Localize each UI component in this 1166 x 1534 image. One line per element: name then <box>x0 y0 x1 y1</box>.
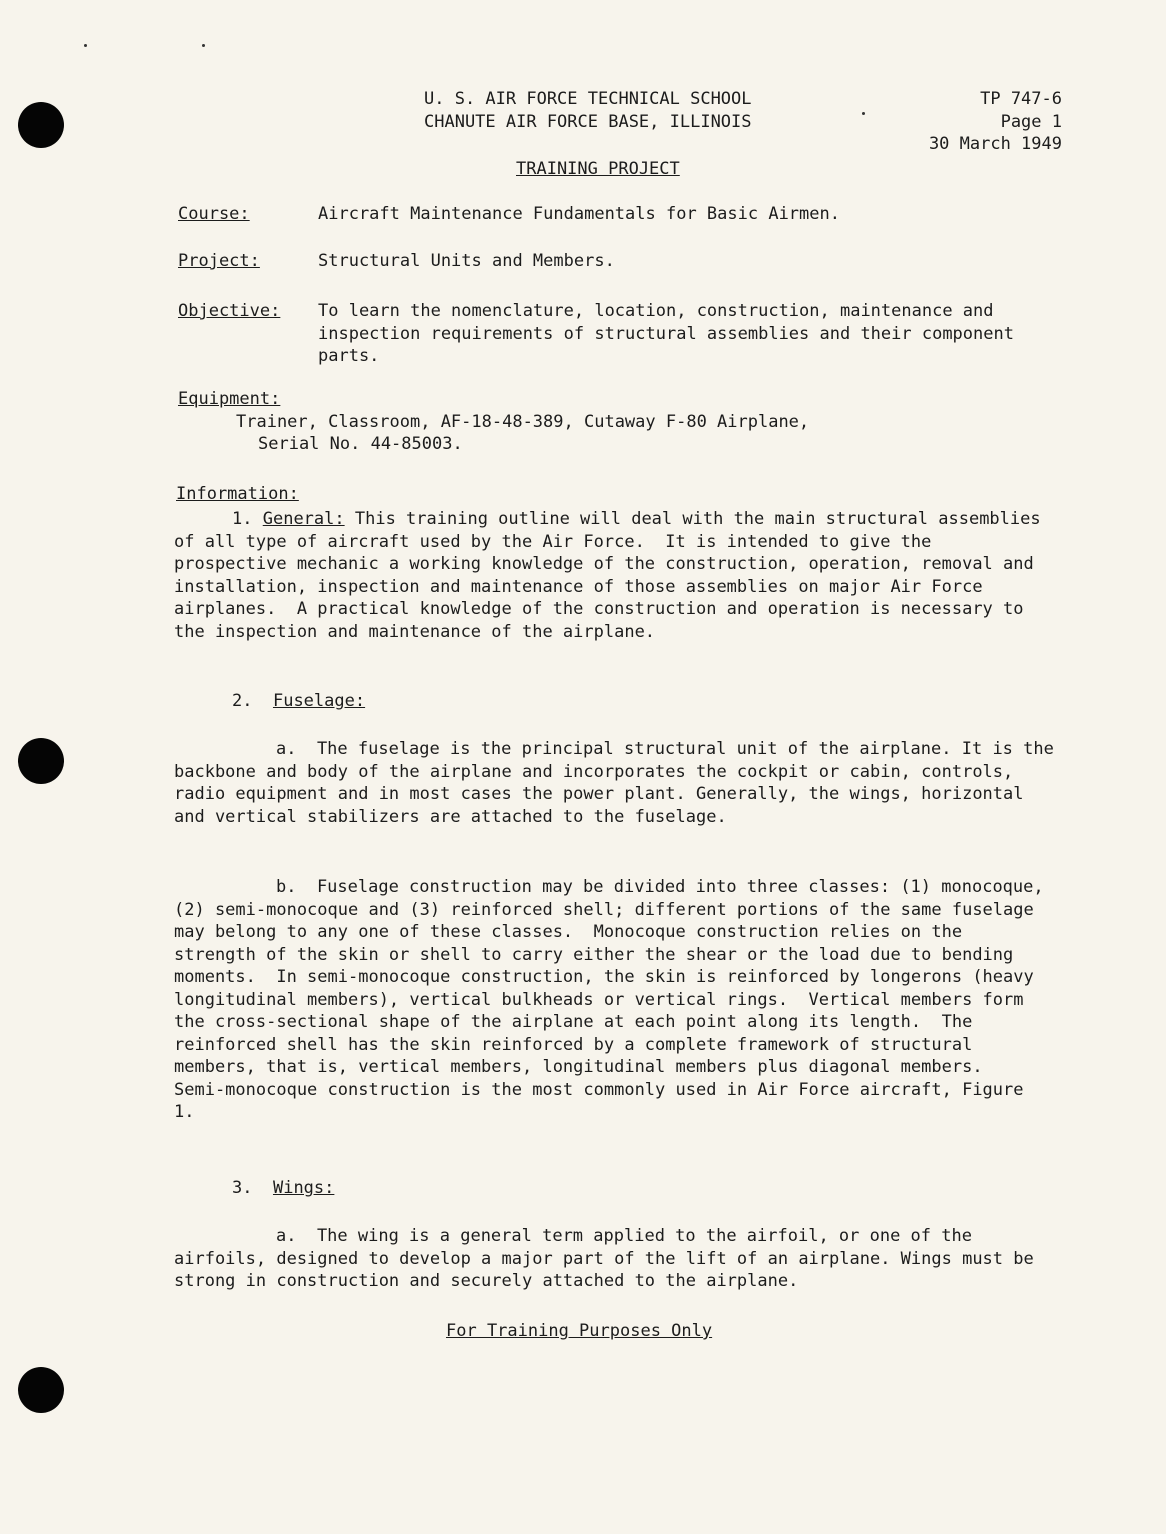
section-title: Fuselage: <box>272 691 366 711</box>
document-date: 30 March 1949 <box>928 134 1062 154</box>
page-number: Page 1 <box>1000 111 1062 132</box>
project-value: Structural Units and Members. <box>318 251 615 271</box>
project-label: Project: <box>178 251 260 271</box>
section-number: 3. <box>232 1178 253 1198</box>
objective-value: To learn the nomenclature, location, construction, maintenance and inspection requirements of structural assemblies and their component parts. <box>318 301 1014 366</box>
document-number: TP 747-6 <box>980 89 1062 109</box>
section-number: 1. <box>232 509 253 529</box>
document-reference <box>910 88 1062 156</box>
school-name: U. S. AIR FORCE TECHNICAL SCHOOL <box>424 89 752 109</box>
paper-speck <box>202 44 205 47</box>
document-title: TRAINING PROJECT <box>516 159 680 179</box>
objective-label: Objective: <box>178 301 281 321</box>
section-title: Wings: <box>272 1178 335 1198</box>
information-heading: Information: <box>176 484 299 504</box>
fuselage-paragraph-a: a. The fuselage is the principal structural unit of the airplane. It is the backbone and body of the airplane and incorporates the cockpit or cabin, controls, radio equipment and in most cases the power plant. Generally, the wings, horizontal and vertical stabilizers are attached to the fuselage. <box>174 739 1065 827</box>
course-label: Course: <box>178 204 250 224</box>
school-location: CHANUTE AIR FORCE BASE, ILLINOIS <box>424 111 752 132</box>
binder-hole <box>18 102 64 148</box>
equipment-line: Serial No. 44-85003. <box>258 434 463 454</box>
paper-speck <box>84 44 87 47</box>
section-number: 2. <box>232 691 253 711</box>
binder-hole <box>18 1367 64 1413</box>
footer-note: For Training Purposes Only <box>446 1321 713 1341</box>
fuselage-paragraph-b: b. Fuselage construction may be divided into three classes: (1) monocoque, (2) semi-monocoque and (3) reinforced shell; different portions of the same fuselage may belong to any one of these classes. Monocoque construction relies on the strength of the skin or shell to carry either the shear or the load due to bending moments. In semi-monocoque construction, the skin is reinforced by longerons (heavy longitudinal members), vertical bulkheads or vertical rings. Vertical members form the cross-sectional shape of the airplane at each point along its length. The reinforced shell has the skin reinforced by a complete framework of structural members, that is, vertical members, longitudinal members plus diagonal members. Semi-monocoque construction is the most commonly used in Air Force aircraft, Figure 1. <box>174 877 1054 1122</box>
binder-hole <box>18 738 64 784</box>
section-general <box>174 508 1054 643</box>
equipment-label: Equipment: <box>178 389 281 409</box>
equipment-section <box>178 388 809 456</box>
section-title: General: <box>262 509 345 529</box>
equipment-line: Trainer, Classroom, AF-18-48-389, Cutaway F-80 Airplane, <box>236 411 810 432</box>
wings-paragraph-a: a. The wing is a general term applied to the airfoil, or one of the airfoils, designed to develop a major part of the lift of an airplane. Wings must be strong in construction and securely attached to the airplane. <box>174 1226 1044 1291</box>
course-value: Aircraft Maintenance Fundamentals for Basic Airmen. <box>318 204 840 224</box>
section-fuselage-heading <box>232 690 365 713</box>
section-text: This training outline will deal with the main structural assemblies of all type of aircraft used by the Air Force. It is intended to give the prospective mechanic a working knowledge of the construction, operation, removal and installation, inspection and maintenance of those assemblies on major Air Force airplanes. A practical knowledge of the construction and operation is necessary to the inspection and maintenance of the airplane. <box>174 509 1051 642</box>
paper-speck <box>862 112 865 115</box>
section-wings-heading <box>232 1177 334 1200</box>
school-header <box>424 88 752 133</box>
